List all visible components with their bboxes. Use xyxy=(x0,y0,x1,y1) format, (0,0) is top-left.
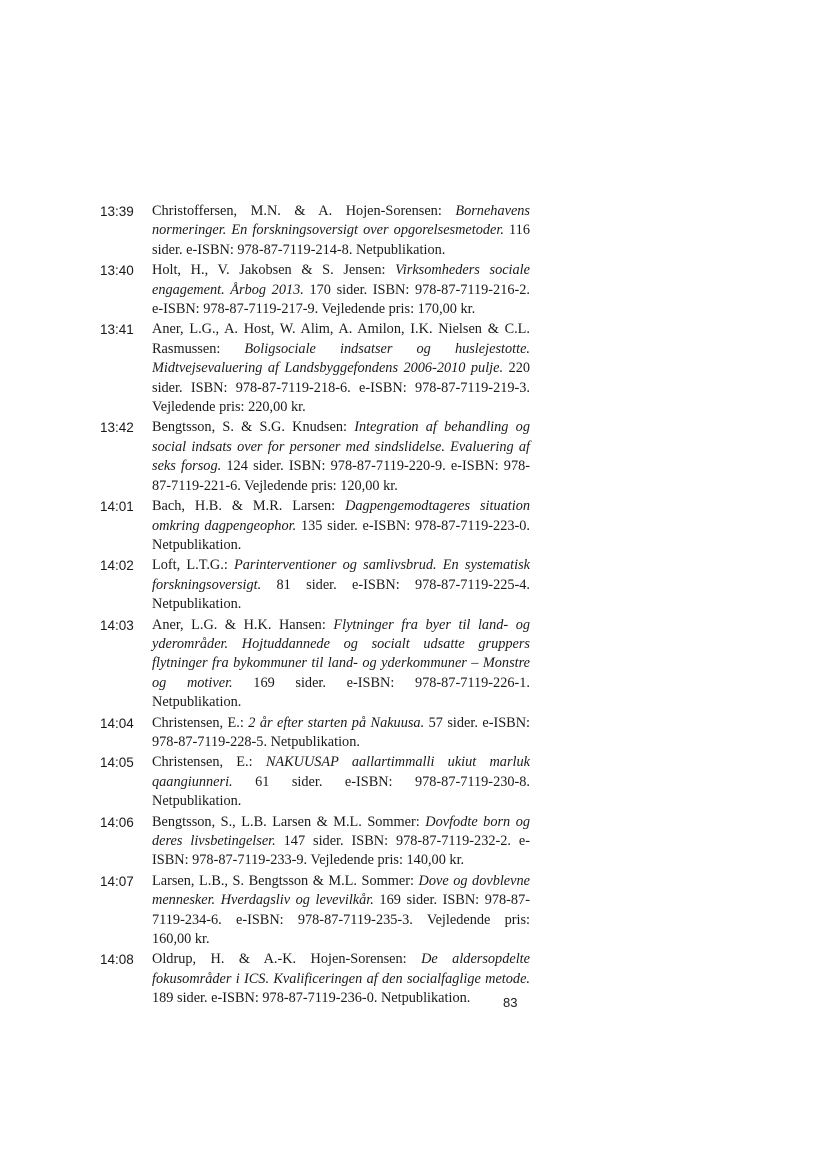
entry-authors: Christensen, E.: xyxy=(152,754,266,771)
entry-details: 169 sider. ISBN: 978-87-7119-234-6. e-ISBN: 978-87-7119-235-3. Vejledende pris: 160,00 kr. xyxy=(152,892,530,948)
list-item xyxy=(100,320,530,417)
entry-number: 13:42 xyxy=(100,420,134,436)
list-item xyxy=(100,872,530,950)
entry-number: 14:02 xyxy=(100,558,134,574)
entry-text xyxy=(152,557,530,612)
entry-title: Integration af behandling og social indsats over for personer med sindslidelse. Evaluering af seks forsog. xyxy=(152,419,530,475)
publication-list xyxy=(100,202,530,1010)
entry-title: Flytninger fra byer til land- og yderområder. Hojtuddannede og socialt udsatte gruppers flytninger fra bykommuner til land- og yderkommuner – Monstre og motiver. xyxy=(152,616,530,691)
entry-authors: Bengtsson, S., L.B. Larsen & M.L. Sommer: xyxy=(152,813,426,830)
entry-title: Virksomheders sociale engagement. Årbog 2013. xyxy=(152,262,530,298)
entry-text xyxy=(152,203,530,258)
list-item xyxy=(100,556,530,614)
entry-text xyxy=(152,754,530,809)
entry-number: 14:01 xyxy=(100,499,134,515)
entry-text xyxy=(152,873,530,947)
entry-text xyxy=(152,617,530,711)
list-item xyxy=(100,753,530,811)
entry-title: 2 år efter starten på Nakuusa. xyxy=(248,714,425,731)
list-item xyxy=(100,418,530,496)
list-item xyxy=(100,950,530,1008)
entry-authors: Loft, L.T.G.: xyxy=(152,557,235,574)
entry-authors: Larsen, L.B., S. Bengtsson & M.L. Sommer: xyxy=(152,872,419,889)
entry-title: Parinterventioner og samlivsbrud. En systematisk forskningsoversigt. xyxy=(152,557,530,593)
entry-authors: Holt, H., V. Jakobsen & S. Jensen: xyxy=(152,262,396,279)
entry-title: Dove og dovblevne mennesker. Hverdagsliv og levevilkår. xyxy=(152,872,530,909)
entry-title: Boligsociale indsatser og huslejestotte. Midtvejsevaluering af Landsbyggefondens 2006-2010 pulje. xyxy=(152,340,530,377)
entry-number: 13:41 xyxy=(100,322,134,338)
entry-details: 124 sider. ISBN: 978-87-7119-220-9. e-ISBN: 978-87-7119-221-6. Vejledende pris: 120,00 kr. xyxy=(152,458,530,494)
entry-text xyxy=(152,715,530,750)
entry-number: 13:40 xyxy=(100,263,134,279)
entry-details: 220 sider. ISBN: 978-87-7119-218-6. e-ISBN: 978-87-7119-219-3. Vejledende pris: 220,00 kr. xyxy=(152,360,530,416)
entry-details: 169 sider. e-ISBN: 978-87-7119-226-1. Netpublikation. xyxy=(152,674,530,711)
entry-number: 14:08 xyxy=(100,952,134,968)
entry-details: 170 sider. ISBN: 978-87-7119-216-2. e-ISBN: 978-87-7119-217-9. Vejledende pris: 170,00 kr. xyxy=(152,281,530,318)
entry-authors: Bach, H.B. & M.R. Larsen: xyxy=(152,498,346,515)
entry-authors: Aner, L.G. & H.K. Hansen: xyxy=(152,616,334,633)
entry-details: 189 sider. e-ISBN: 978-87-7119-236-0. Netpublikation. xyxy=(152,990,471,1007)
entry-title: Dagpengemodtageres situation omkring dagpengeophor. xyxy=(152,498,531,534)
entry-title: Dovfodte born og deres livsbetingelser. xyxy=(152,813,530,849)
entry-number: 14:05 xyxy=(100,755,134,771)
entry-text xyxy=(152,498,530,553)
list-item xyxy=(100,261,530,319)
entry-details: 61 sider. e-ISBN: 978-87-7119-230-8. Netpublikation. xyxy=(152,773,530,810)
list-item xyxy=(100,813,530,871)
page-number: 83 xyxy=(503,995,518,1010)
entry-text xyxy=(152,321,530,415)
entry-number: 13:39 xyxy=(100,204,134,219)
entry-authors: Aner, L.G., A. Host, W. Alim, A. Amilon, I.K. Nielsen & C.L. Rasmussen: xyxy=(152,321,530,357)
entry-title: De aldersopdelte fokusområder i ICS. Kvalificeringen af den socialfaglige metode. xyxy=(152,951,530,987)
entry-text xyxy=(152,262,530,317)
entry-number: 14:07 xyxy=(100,873,134,889)
entry-text xyxy=(152,951,530,1006)
entry-text xyxy=(152,419,530,493)
entry-number: 14:04 xyxy=(100,715,134,731)
list-item xyxy=(100,497,530,555)
list-item xyxy=(100,202,530,260)
entry-details: 135 sider. e-ISBN: 978-87-7119-223-0. Netpublikation. xyxy=(152,517,530,553)
entry-authors: Bengtsson, S. & S.G. Knudsen: xyxy=(152,419,355,436)
list-item xyxy=(100,616,530,713)
entry-authors: Oldrup, H. & A.-K. Hojen-Sorensen: xyxy=(152,951,422,968)
entry-number: 14:06 xyxy=(100,814,134,830)
entry-authors: Christoffersen, M.N. & A. Hojen-Sorensen: xyxy=(152,203,456,219)
entry-details: 147 sider. ISBN: 978-87-7119-232-2. e-ISBN: 978-87-7119-233-9. Vejledende pris: 140,00 kr. xyxy=(152,833,531,869)
entry-details: 81 sider. e-ISBN: 978-87-7119-225-4. Netpublikation. xyxy=(152,576,530,613)
entry-title: NAKUUSAP aallartimmalli ukiut marluk qaangiunneri. xyxy=(152,754,530,790)
entry-text xyxy=(152,814,530,869)
entry-details: 57 sider. e-ISBN: 978-87-7119-228-5. Netpublikation. xyxy=(152,714,531,750)
list-item xyxy=(100,714,530,753)
entry-authors: Christensen, E.: xyxy=(152,714,249,731)
entry-details: 116 sider. e-ISBN: 978-87-7119-214-8. Netpublikation. xyxy=(152,222,530,258)
entry-number: 14:03 xyxy=(100,617,134,633)
entry-title: Bornehavens normeringer. En forskningsoversigt over opgorelsesmetoder. xyxy=(152,203,530,239)
